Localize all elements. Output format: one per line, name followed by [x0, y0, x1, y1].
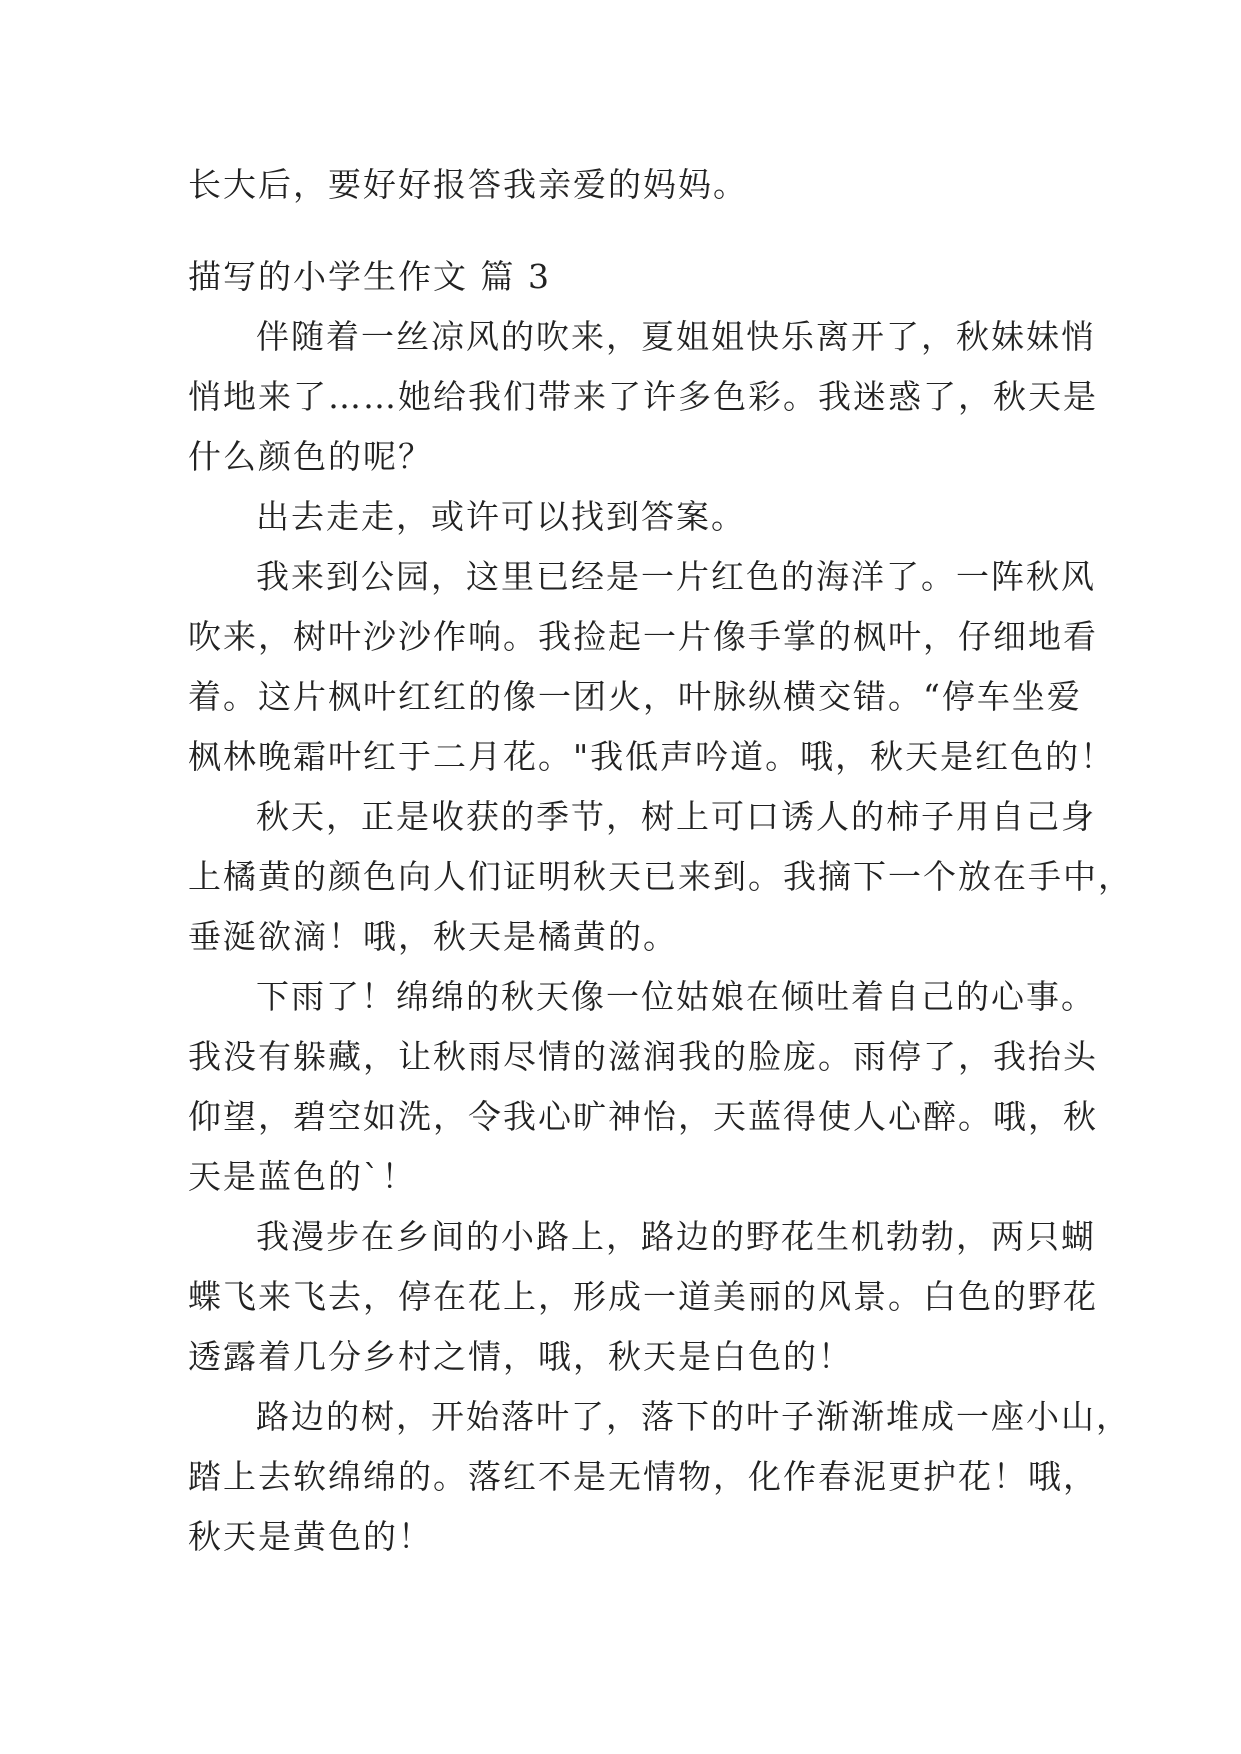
text-line: 长大后，要好好报答我亲爱的妈妈。 [188, 165, 748, 204]
text-line: 我没有躲藏，让秋雨尽情的滋润我的脸庞。雨停了，我抬头 [188, 1037, 1098, 1076]
text-line: 垂涎欲滴！哦，秋天是橘黄的。 [188, 917, 678, 956]
text-line: 我漫步在乡间的小路上，路边的野花生机勃勃，两只蝴 [256, 1217, 1096, 1256]
text-line: 什么颜色的呢？ [188, 437, 433, 476]
text-line: 吹来，树叶沙沙作响。我捡起一片像手掌的枫叶，仔细地看 [188, 617, 1098, 656]
text-line: 伴随着一丝凉风的吹来，夏姐姐快乐离开了，秋妹妹悄 [256, 317, 1096, 356]
essay-heading: 描写的小学生作文 篇 3 [188, 257, 551, 296]
text-line: 踏上去软绵绵的。落红不是无情物，化作春泥更护花！哦， [188, 1457, 1098, 1496]
text-line: 秋天，正是收获的季节，树上可口诱人的柿子用自己身 [256, 797, 1096, 836]
text-line: 透露着几分乡村之情，哦，秋天是白色的！ [188, 1337, 853, 1376]
text-line: 秋天是黄色的！ [188, 1517, 433, 1556]
text-line: 着。这片枫叶红红的像一团火，叶脉纵横交错。“停车坐爱 [188, 677, 1082, 716]
text-line: 天是蓝色的`！ [188, 1157, 417, 1196]
text-line: 下雨了！绵绵的秋天像一位姑娘在倾吐着自己的心事。 [256, 977, 1096, 1016]
text-line: 路边的树，开始落叶了，落下的叶子渐渐堆成一座小山， [256, 1397, 1131, 1436]
text-line: 上橘黄的颜色向人们证明秋天已来到。我摘下一个放在手中， [188, 857, 1133, 896]
text-line: 我来到公园，这里已经是一片红色的海洋了。一阵秋风 [256, 557, 1096, 596]
text-line: 出去走走，或许可以找到答案。 [256, 497, 746, 536]
text-line: 蝶飞来飞去，停在花上，形成一道美丽的风景。白色的野花 [188, 1277, 1098, 1316]
text-line: 枫林晚霜叶红于二月花。"我低声吟道。哦，秋天是红色的！ [188, 737, 1116, 776]
text-line: 仰望，碧空如洗，令我心旷神怡，天蓝得使人心醉。哦，秋 [188, 1097, 1098, 1136]
text-line: 悄地来了……她给我们带来了许多色彩。我迷惑了，秋天是 [188, 377, 1098, 416]
document-body [188, 155, 1133, 1567]
